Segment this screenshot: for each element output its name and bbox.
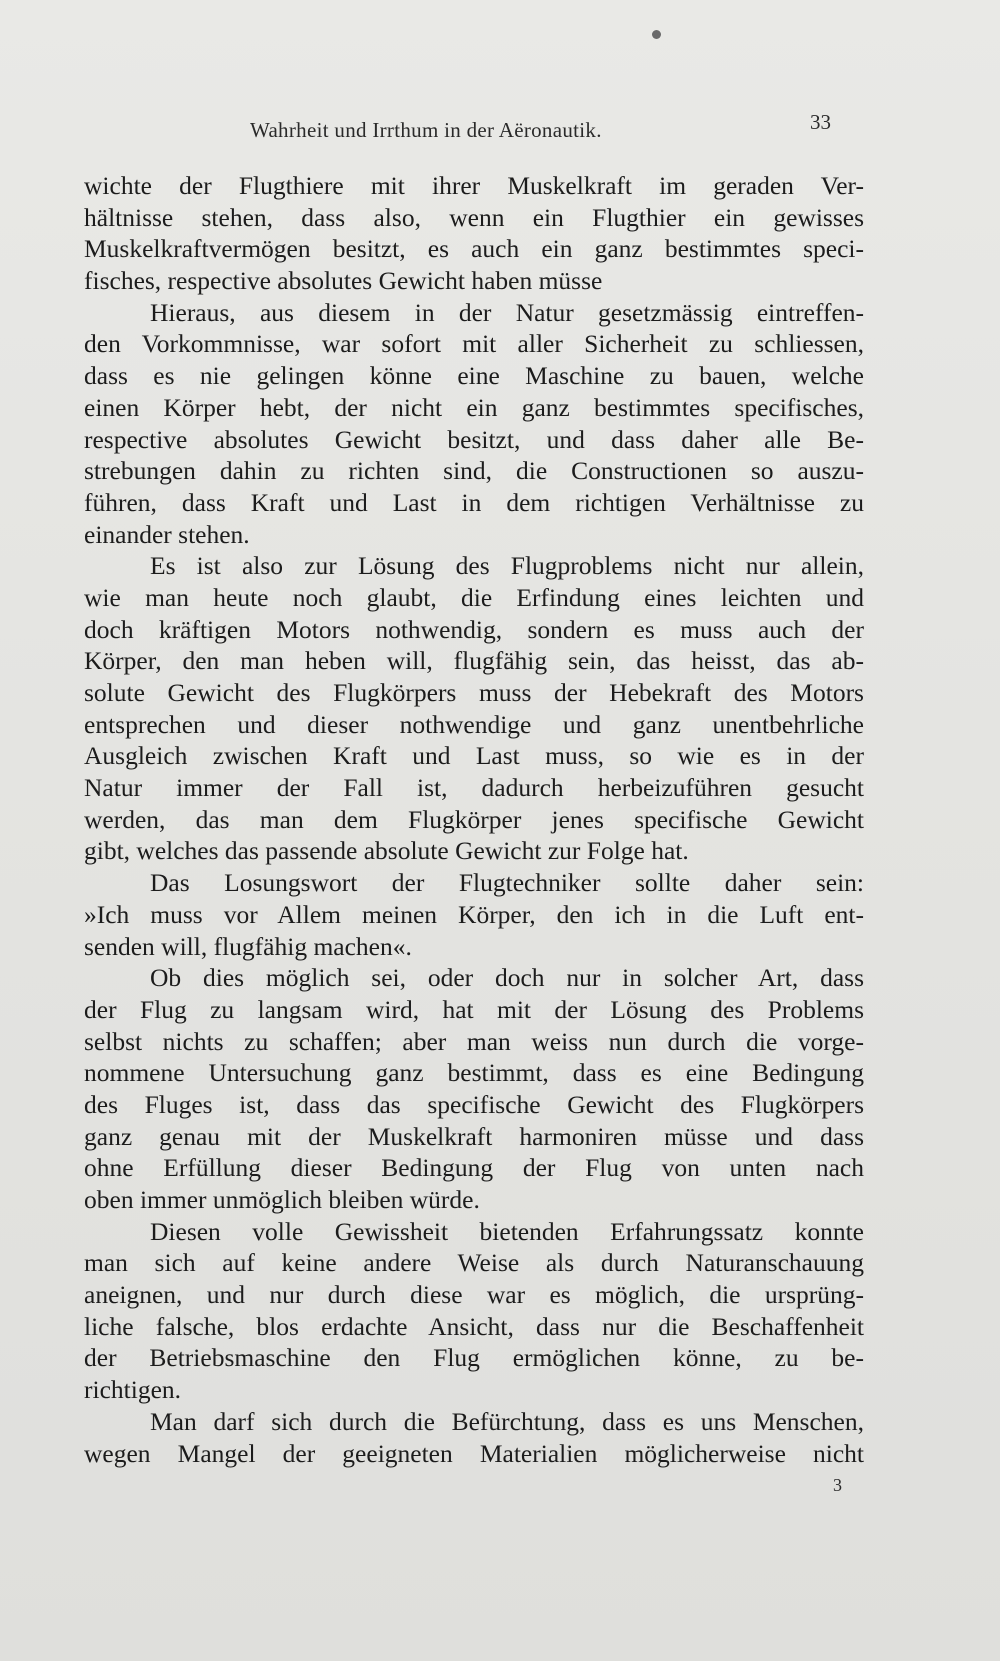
text-line: strebungen dahin zu richten sind, die Constructionen so auszu- xyxy=(84,456,864,486)
page-number: 33 xyxy=(810,110,831,134)
text-line: richtigen. xyxy=(84,1375,182,1405)
text-line: aneignen, und nur durch diese war es möglich, die ursprüng- xyxy=(84,1280,864,1310)
text-line: senden will, flugfähig machen«. xyxy=(84,931,412,961)
text-line: wegen Mangel der geeigneten Materialien möglicherweise nicht xyxy=(84,1438,864,1468)
text-line: einander stehen. xyxy=(84,519,250,549)
text-line: Diesen volle Gewissheit bietenden Erfahrungssatz konnte xyxy=(150,1216,864,1246)
text-line: ganz genau mit der Muskelkraft harmoniren müsse und dass xyxy=(84,1121,864,1151)
text-line: respective absolutes Gewicht besitzt, und dass daher alle Be- xyxy=(84,424,864,454)
text-line: oben immer unmöglich bleiben würde. xyxy=(84,1185,480,1214)
text-line: Ob dies möglich sei, oder doch nur in solcher Art, dass xyxy=(150,963,864,993)
text-line: liche falsche, blos erdachte Ansicht, dass nur die Beschaffenheit xyxy=(84,1311,864,1341)
text-line: wie man heute noch glaubt, die Erfindung eines leichten und xyxy=(84,582,864,612)
text-line: der Betriebsmaschine den Flug ermöglichen könne, zu be- xyxy=(84,1343,864,1373)
text-line: Körper, den man heben will, flugfähig sein, das heisst, das ab- xyxy=(84,646,864,676)
text-line: ohne Erfüllung dieser Bedingung der Flug von unten nach xyxy=(84,1153,864,1183)
text-line: der Flug zu langsam wird, hat mit der Lösung des Problems xyxy=(84,994,864,1024)
ink-speck xyxy=(652,30,661,39)
signature-mark: 3 xyxy=(833,1475,842,1495)
text-line: dass es nie gelingen könne eine Maschine zu bauen, welche xyxy=(84,361,864,391)
text-line: selbst nichts zu schaffen; aber man weiss nun durch die vorge- xyxy=(84,1026,864,1056)
text-line: solute Gewicht des Flugkörpers muss der Hebekraft des Motors xyxy=(84,678,864,707)
text-line: Hieraus, aus diesem in der Natur gesetzmässig eintreffen- xyxy=(150,297,864,327)
text-line: Muskelkraftvermögen besitzt, es auch ein ganz bestimmtes speci- xyxy=(84,234,864,264)
text-line: den Vorkommnisse, war sofort mit aller Sicherheit zu schliessen, xyxy=(84,329,864,359)
text-line: man sich auf keine andere Weise als durch Naturanschauung xyxy=(84,1248,864,1278)
text-line: nommene Untersuchung ganz bestimmt, dass es eine Bedingung xyxy=(84,1058,864,1088)
text-line: wichte der Flugthiere mit ihrer Muskelkraft im geraden Ver- xyxy=(84,171,864,200)
text-line: gibt, welches das passende absolute Gewicht zur Folge hat. xyxy=(84,836,689,866)
text-line: doch kräftigen Motors nothwendig, sondern es muss auch der xyxy=(84,614,864,644)
text-line: Man darf sich durch die Befürchtung, dass es uns Menschen, xyxy=(150,1406,864,1436)
text-line: einen Körper hebt, der nicht ein ganz bestimmtes specifisches, xyxy=(84,392,864,422)
text-line: werden, das man dem Flugkörper jenes specifische Gewicht xyxy=(84,804,864,834)
text-line: des Fluges ist, dass das specifische Gewicht des Flugkörpers xyxy=(84,1089,864,1119)
text-line: hältnisse stehen, dass also, wenn ein Flugthier ein gewisses xyxy=(84,202,864,232)
body-text xyxy=(84,170,864,1469)
text-line: Es ist also zur Lösung des Flugproblems nicht nur allein, xyxy=(150,551,864,581)
text-line: Das Losungswort der Flugtechniker sollte daher sein: xyxy=(150,868,864,898)
text-line: Ausgleich zwischen Kraft und Last muss, so wie es in der xyxy=(84,741,864,771)
text-line: fisches, respective absolutes Gewicht haben müsse xyxy=(84,266,603,296)
text-line: Natur immer der Fall ist, dadurch herbeizuführen gesucht xyxy=(84,773,864,803)
text-line: entsprechen und dieser nothwendige und ganz unentbehrliche xyxy=(84,709,864,739)
text-line: führen, dass Kraft und Last in dem richtigen Verhältnisse zu xyxy=(84,487,864,517)
text-line: »Ich muss vor Allem meinen Körper, den ich in die Luft ent- xyxy=(84,899,864,929)
running-head-title: Wahrheit und Irrthum in der Aëronautik. xyxy=(250,118,602,142)
